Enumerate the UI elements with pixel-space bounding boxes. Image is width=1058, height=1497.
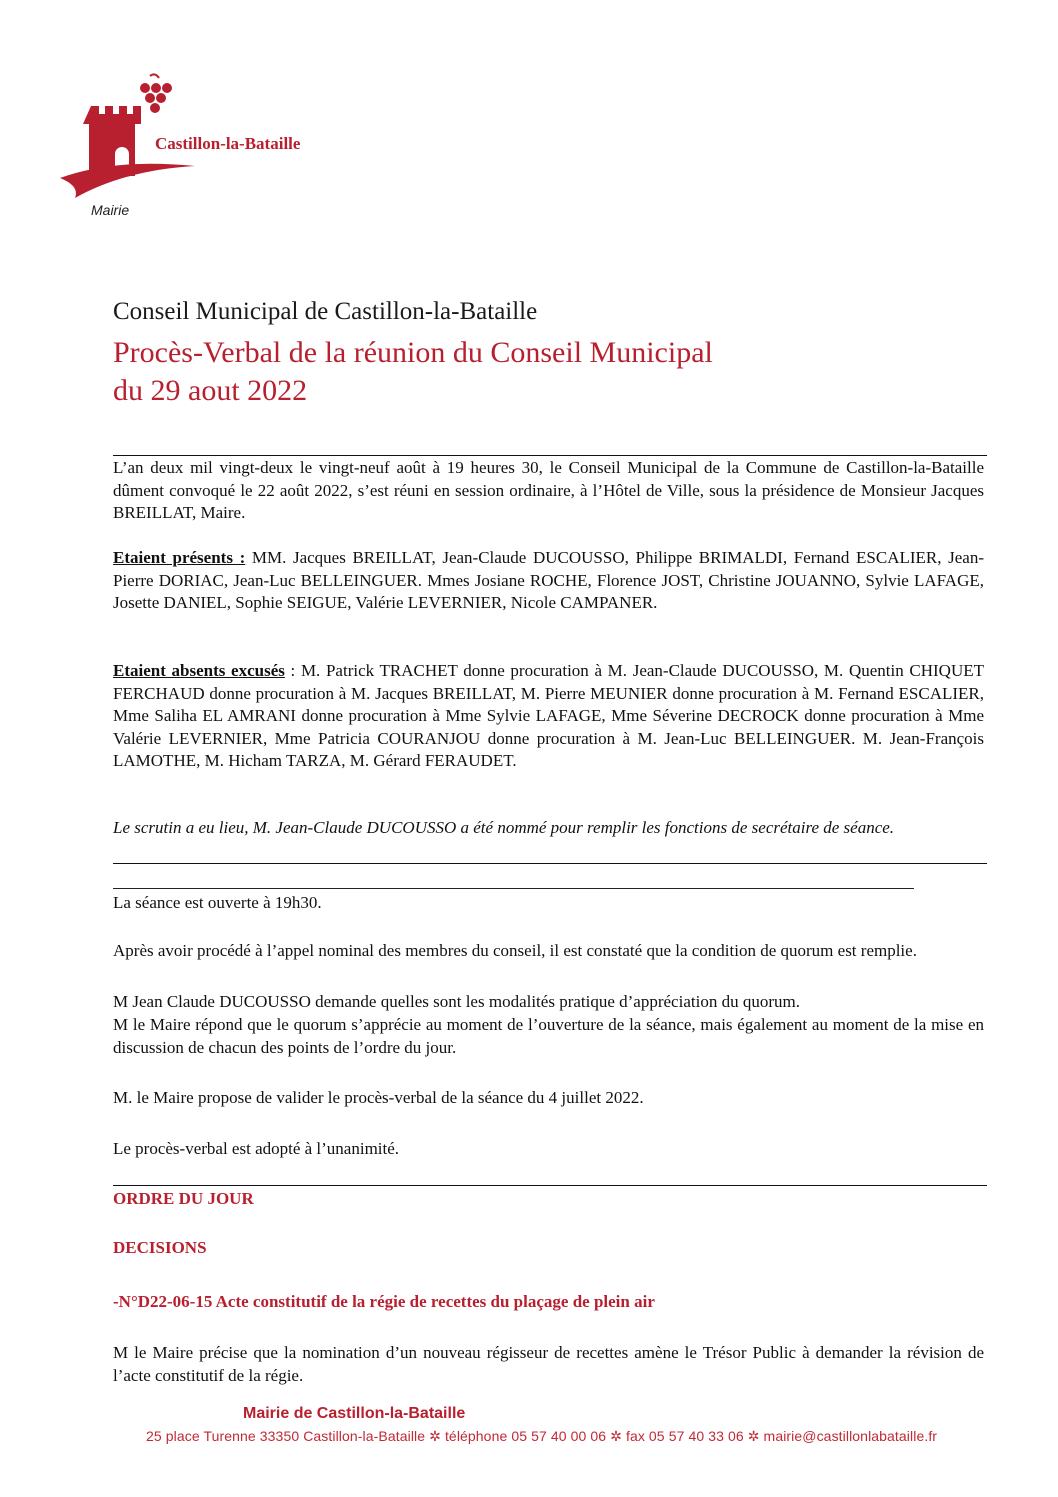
absent-list: : M. Patrick TRACHET donne procuration à M. Jean-Claude DUCOUSSO, M. Quentin CHIQUET FERCHAUD donne procuration à M. Jacques BREILLAT, M. Pierre MEUNIER donne procuration à M. Fernand ESCALIER, Mme Saliha EL AMRANI donne procuration à Mme Sylvie LAFAGE, Mme Séverine DECROCK donne procuration à Mme Valérie LEVERNIER, Mme Patricia COURANJOU donne procuration à M. Jean-Luc BELLEINGUER. M. Jean-François LAMOTHE, M. Hicham TARZA, M. Gérard FERAUDET. [113, 661, 984, 770]
logo-town-name: Castillon-la-Bataille [155, 134, 301, 153]
decision-item-text: M le Maire précise que la nomination d’un nouveau régisseur de recettes amène le Trésor Public à demander la révision de l’acte constitutif de la régie. [113, 1343, 984, 1385]
session-opening: La séance est ouverte à 19h30. [113, 893, 322, 912]
council-name: Conseil Municipal de Castillon-la-Bataille [113, 298, 538, 325]
quorum-answer: M le Maire répond que le quorum s’apprécie au moment de l’ouverture de la séance, mais également au moment de la mise en discussion de chacun des points de l’ordre du jour. [113, 1015, 984, 1057]
opening-paragraph: L’an deux mil vingt-deux le vingt-neuf août à 19 heures 30, le Conseil Municipal de la Commune de Castillon-la-Bataille dûment convoqué le 22 août 2022, s’est réuni en session ordinaire, à l’Hôtel de Ville, sous la présidence de Monsieur Jacques BREILLAT, Maire. [113, 458, 984, 522]
absent-label: Etaient absents excusés [113, 661, 285, 680]
mairie-logo [55, 70, 375, 220]
decision-item-title: -N°D22-06-15 Acte constitutif de la régie de recettes du plaçage de plein air [113, 1292, 655, 1311]
present-list: MM. Jacques BREILLAT, Jean-Claude DUCOUSSO, Philippe BRIMALDI, Fernand ESCALIER, Jean-Pierre DORIAC, Jean-Luc BELLEINGUER. Mmes Josiane ROCHE, Florence JOST, Christine JOUANNO, Sylvie LAFAGE, Josette DANIEL, Sophie SEIGUE, Valérie LEVERNIER, Nicole CAMPANER. [113, 548, 985, 612]
divider [113, 455, 987, 456]
document-title-date: du 29 aout 2022 [113, 374, 308, 407]
footer-mairie-name: Mairie de Castillon-la-Bataille [243, 1405, 466, 1422]
divider [113, 863, 987, 864]
quorum-paragraph: Après avoir procédé à l’appel nominal des membres du conseil, il est constaté que la condition de quorum est remplie. [113, 941, 917, 960]
divider [113, 1185, 987, 1186]
footer-address: 25 place Turenne 33350 Castillon-la-Bataille ✲ téléphone 05 57 40 00 06 ✲ fax 05 57 40 33 06 ✲ mairie@castillonlabataille.fr [146, 1428, 938, 1444]
decisions-heading: DECISIONS [113, 1238, 207, 1257]
quorum-question: M Jean Claude DUCOUSSO demande quelles sont les modalités pratique d’appréciation du quorum. [113, 992, 800, 1011]
logo-mairie-label: Mairie [91, 202, 130, 218]
pv-proposal: M. le Maire propose de valider le procès-verbal de la séance du 4 juillet 2022. [113, 1088, 644, 1107]
present-label: Etaient présents : [113, 548, 246, 567]
document-title-line1: Procès-Verbal de la réunion du Conseil Municipal [113, 336, 713, 369]
secretary-paragraph: Le scrutin a eu lieu, M. Jean-Claude DUCOUSSO a été nommé pour remplir les fonctions de secrétaire de séance. [113, 818, 895, 837]
absent-members [113, 660, 984, 773]
agenda-heading: ORDRE DU JOUR [113, 1189, 254, 1208]
present-members [113, 547, 984, 615]
document-title [113, 334, 713, 410]
pv-adopted: Le procès-verbal est adopté à l’unanimité. [113, 1139, 400, 1158]
divider-thin [113, 888, 914, 889]
